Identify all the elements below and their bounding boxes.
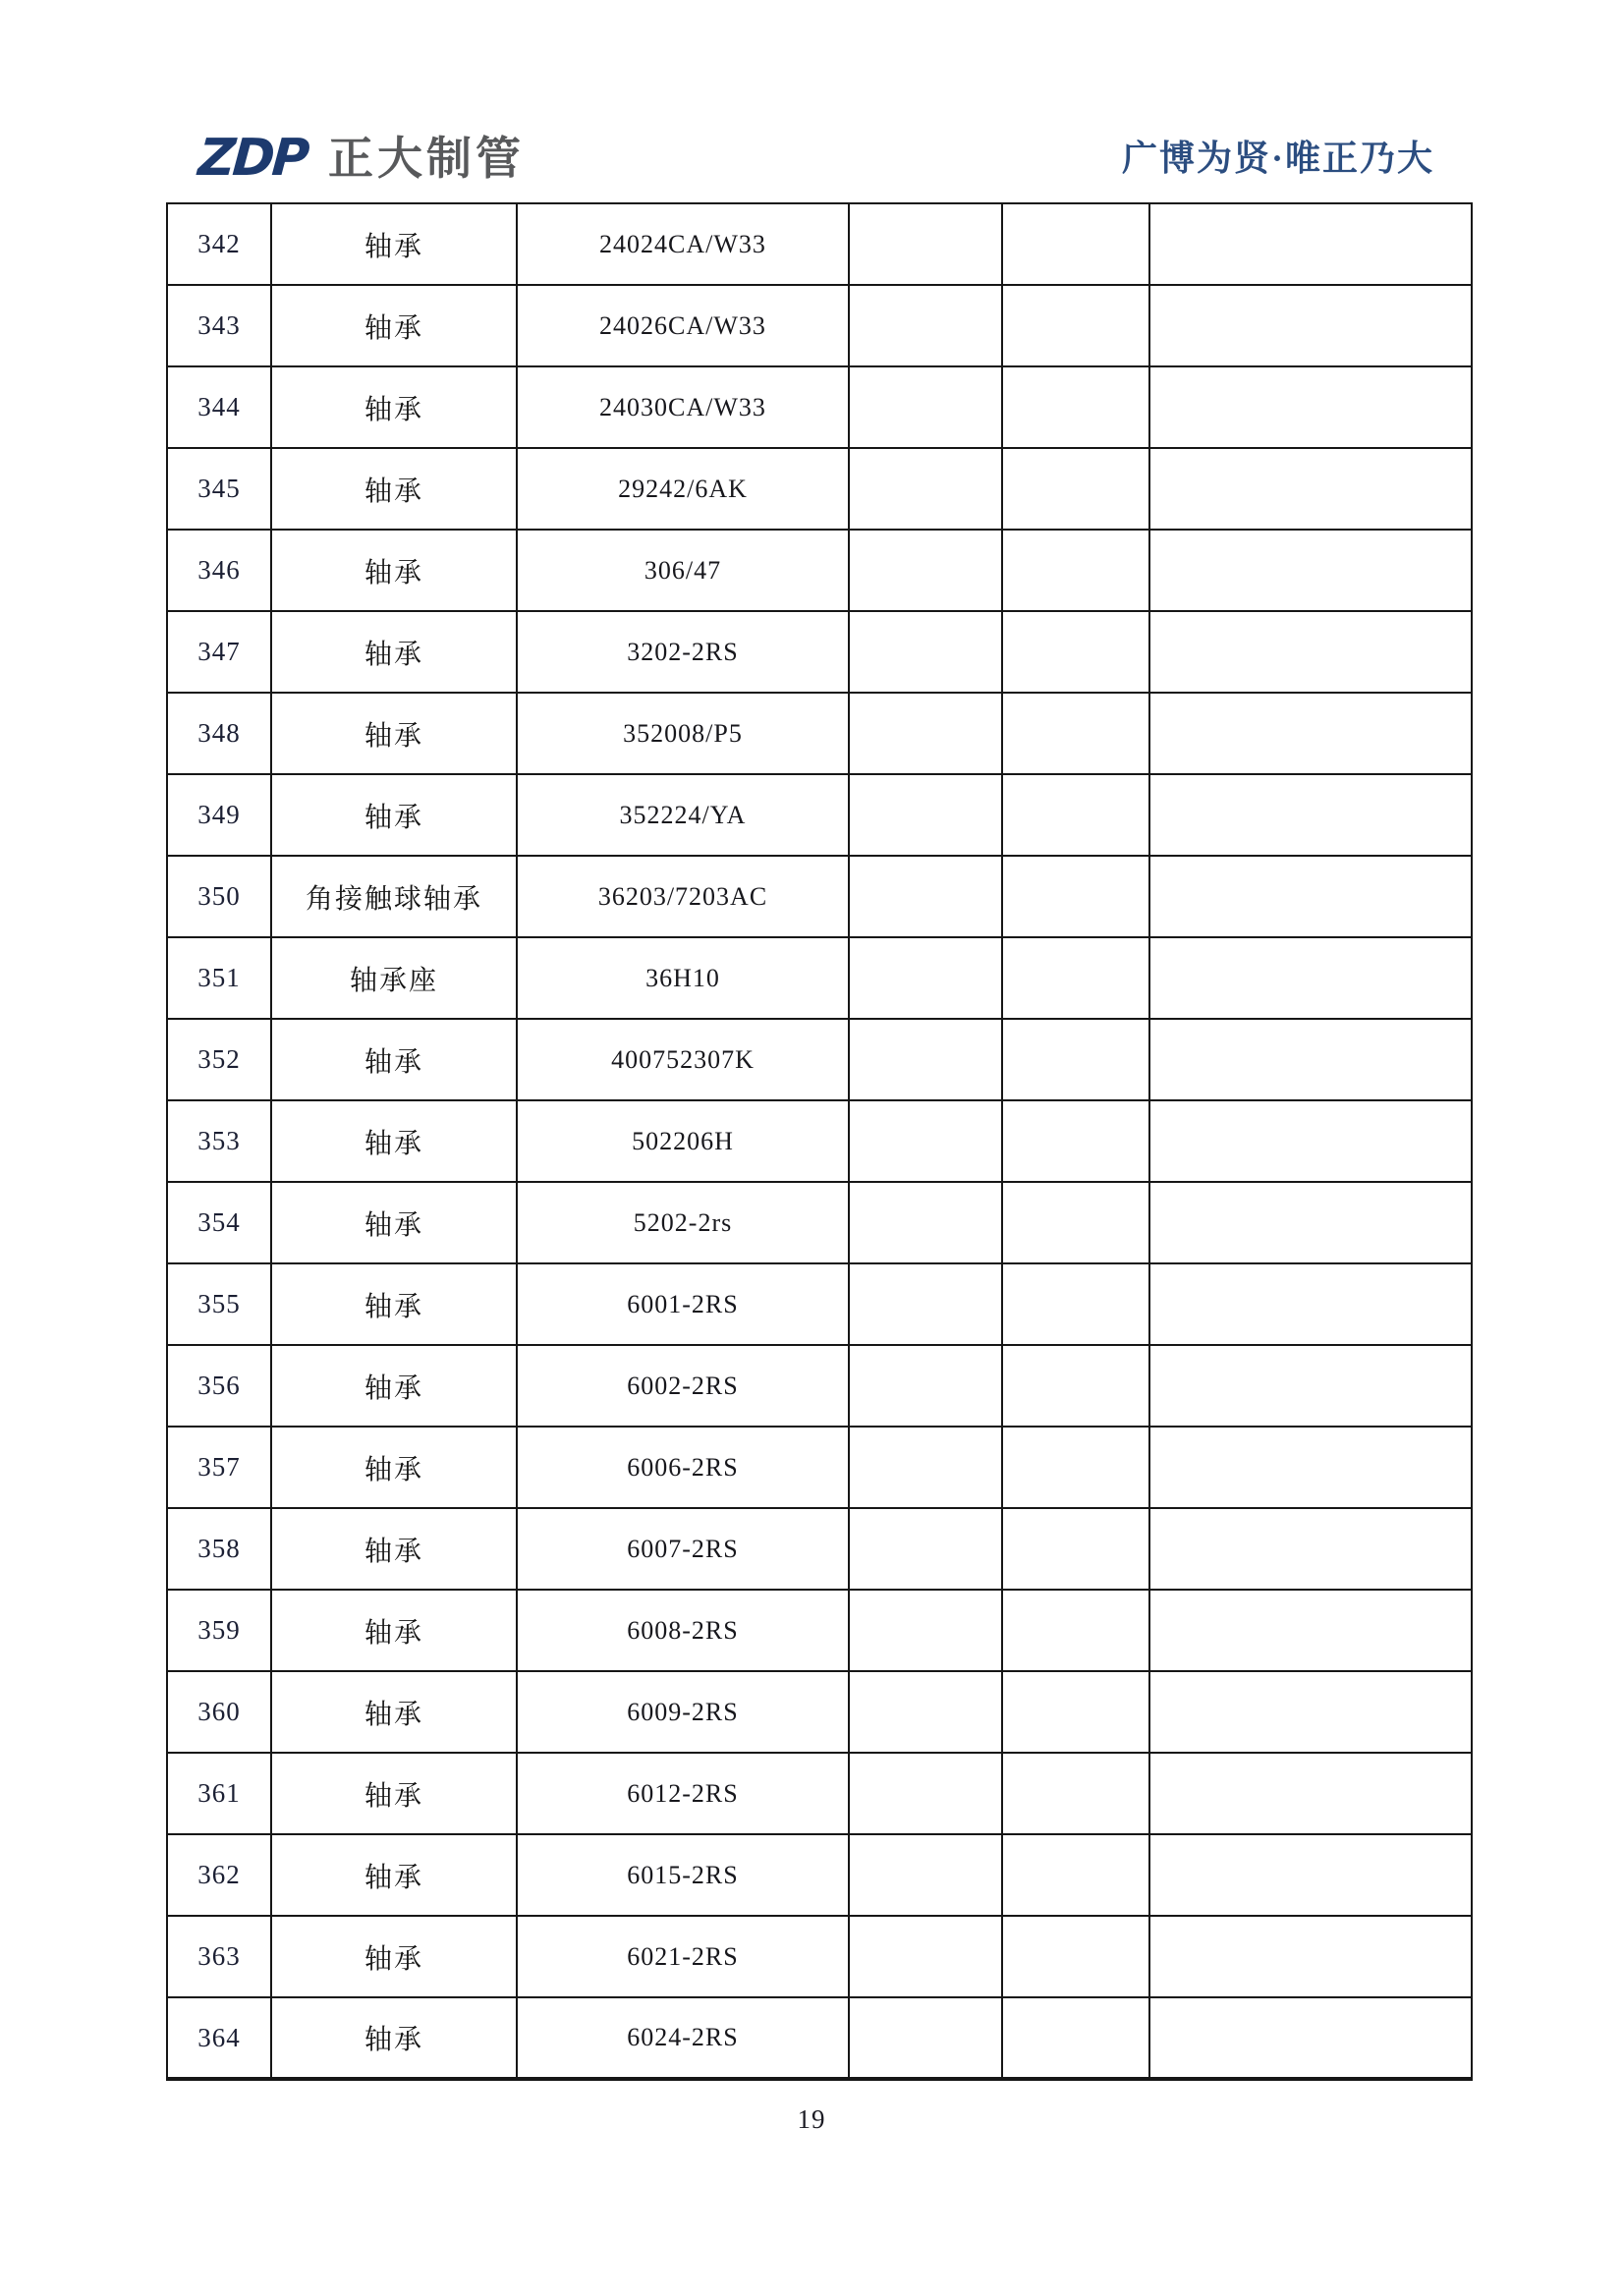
part-model-cell: 6021-2RS <box>517 1916 849 1997</box>
blank-cell-3 <box>1149 448 1472 530</box>
part-model-cell: 400752307K <box>517 1019 849 1100</box>
part-name-cell: 轴承 <box>271 1182 517 1263</box>
blank-cell-1 <box>849 1427 1002 1508</box>
part-name-cell: 轴承 <box>271 1590 517 1671</box>
part-name-cell: 轴承 <box>271 1427 517 1508</box>
blank-cell-3 <box>1149 366 1472 448</box>
blank-cell-1 <box>849 937 1002 1019</box>
blank-cell-1 <box>849 203 1002 285</box>
blank-cell-3 <box>1149 937 1472 1019</box>
row-number-cell: 353 <box>167 1100 271 1182</box>
blank-cell-1 <box>849 1508 1002 1590</box>
blank-cell-3 <box>1149 856 1472 937</box>
row-number-cell: 357 <box>167 1427 271 1508</box>
row-number-cell: 361 <box>167 1753 271 1834</box>
table-row <box>167 1019 1472 1100</box>
row-number-cell: 345 <box>167 448 271 530</box>
row-number-cell: 347 <box>167 611 271 693</box>
blank-cell-2 <box>1002 1263 1149 1345</box>
part-name-cell: 轴承 <box>271 366 517 448</box>
blank-cell-1 <box>849 1100 1002 1182</box>
blank-cell-2 <box>1002 1019 1149 1100</box>
part-model-cell: 6012-2RS <box>517 1753 849 1834</box>
row-number-cell: 342 <box>167 203 271 285</box>
table-row <box>167 366 1472 448</box>
blank-cell-1 <box>849 285 1002 366</box>
table-row <box>167 1508 1472 1590</box>
blank-cell-3 <box>1149 1997 1472 2079</box>
company-logo <box>198 131 525 186</box>
part-name-cell: 轴承 <box>271 1753 517 1834</box>
table-row <box>167 1590 1472 1671</box>
blank-cell-2 <box>1002 448 1149 530</box>
part-model-cell: 3202-2RS <box>517 611 849 693</box>
part-name-cell: 轴承 <box>271 530 517 611</box>
part-model-cell: 29242/6AK <box>517 448 849 530</box>
row-number-cell: 350 <box>167 856 271 937</box>
part-model-cell: 36H10 <box>517 937 849 1019</box>
part-model-cell: 6001-2RS <box>517 1263 849 1345</box>
part-name-cell: 轴承 <box>271 693 517 774</box>
table-row <box>167 285 1472 366</box>
table-row <box>167 1182 1472 1263</box>
page-number: 19 <box>797 2104 826 2134</box>
blank-cell-3 <box>1149 693 1472 774</box>
row-number-cell: 349 <box>167 774 271 856</box>
blank-cell-3 <box>1149 611 1472 693</box>
table-row <box>167 774 1472 856</box>
table-row <box>167 1834 1472 1916</box>
table-row <box>167 1671 1472 1753</box>
logo-company-name: 正大制管 <box>327 132 525 185</box>
table-row <box>167 530 1472 611</box>
part-model-cell: 352008/P5 <box>517 693 849 774</box>
blank-cell-2 <box>1002 1997 1149 2079</box>
row-number-cell: 356 <box>167 1345 271 1427</box>
row-number-cell: 344 <box>167 366 271 448</box>
part-name-cell: 轴承 <box>271 611 517 693</box>
part-model-cell: 6015-2RS <box>517 1834 849 1916</box>
blank-cell-2 <box>1002 1753 1149 1834</box>
row-number-cell: 360 <box>167 1671 271 1753</box>
blank-cell-1 <box>849 366 1002 448</box>
blank-cell-1 <box>849 448 1002 530</box>
part-model-cell: 6007-2RS <box>517 1508 849 1590</box>
table-row <box>167 1100 1472 1182</box>
row-number-cell: 351 <box>167 937 271 1019</box>
blank-cell-2 <box>1002 1345 1149 1427</box>
blank-cell-3 <box>1149 1671 1472 1753</box>
row-number-cell: 355 <box>167 1263 271 1345</box>
blank-cell-2 <box>1002 203 1149 285</box>
part-model-cell: 6009-2RS <box>517 1671 849 1753</box>
blank-cell-2 <box>1002 1508 1149 1590</box>
blank-cell-2 <box>1002 285 1149 366</box>
part-model-cell: 6024-2RS <box>517 1997 849 2079</box>
row-number-cell: 364 <box>167 1997 271 2079</box>
blank-cell-1 <box>849 693 1002 774</box>
blank-cell-3 <box>1149 1019 1472 1100</box>
blank-cell-1 <box>849 1263 1002 1345</box>
table-row <box>167 1345 1472 1427</box>
blank-cell-2 <box>1002 693 1149 774</box>
blank-cell-1 <box>849 1834 1002 1916</box>
part-model-cell: 24024CA/W33 <box>517 203 849 285</box>
row-number-cell: 362 <box>167 1834 271 1916</box>
blank-cell-3 <box>1149 774 1472 856</box>
blank-cell-3 <box>1149 1427 1472 1508</box>
part-model-cell: 36203/7203AC <box>517 856 849 937</box>
part-name-cell: 轴承 <box>271 1997 517 2079</box>
blank-cell-3 <box>1149 1345 1472 1427</box>
table-row <box>167 1916 1472 1997</box>
blank-cell-2 <box>1002 1427 1149 1508</box>
part-name-cell: 轴承 <box>271 774 517 856</box>
table-row <box>167 1427 1472 1508</box>
part-name-cell: 轴承 <box>271 1100 517 1182</box>
blank-cell-3 <box>1149 1753 1472 1834</box>
row-number-cell: 359 <box>167 1590 271 1671</box>
blank-cell-1 <box>849 611 1002 693</box>
blank-cell-2 <box>1002 366 1149 448</box>
part-model-cell: 306/47 <box>517 530 849 611</box>
blank-cell-2 <box>1002 530 1149 611</box>
part-model-cell: 6002-2RS <box>517 1345 849 1427</box>
blank-cell-2 <box>1002 1590 1149 1671</box>
table-row <box>167 1997 1472 2079</box>
table-row <box>167 1753 1472 1834</box>
part-name-cell: 轴承 <box>271 1345 517 1427</box>
table-row <box>167 611 1472 693</box>
row-number-cell: 354 <box>167 1182 271 1263</box>
blank-cell-2 <box>1002 611 1149 693</box>
blank-cell-3 <box>1149 1263 1472 1345</box>
part-name-cell: 角接触球轴承 <box>271 856 517 937</box>
parts-table-body <box>167 203 1472 2079</box>
blank-cell-1 <box>849 856 1002 937</box>
part-name-cell: 轴承 <box>271 1263 517 1345</box>
blank-cell-3 <box>1149 1508 1472 1590</box>
table-row <box>167 203 1472 285</box>
part-model-cell: 6008-2RS <box>517 1590 849 1671</box>
table-row <box>167 693 1472 774</box>
row-number-cell: 363 <box>167 1916 271 1997</box>
part-name-cell: 轴承 <box>271 285 517 366</box>
blank-cell-2 <box>1002 1100 1149 1182</box>
blank-cell-1 <box>849 1182 1002 1263</box>
part-name-cell: 轴承 <box>271 1508 517 1590</box>
blank-cell-1 <box>849 1590 1002 1671</box>
table-row <box>167 448 1472 530</box>
table-row <box>167 856 1472 937</box>
blank-cell-1 <box>849 1997 1002 2079</box>
blank-cell-2 <box>1002 937 1149 1019</box>
part-name-cell: 轴承 <box>271 1834 517 1916</box>
part-model-cell: 6006-2RS <box>517 1427 849 1508</box>
row-number-cell: 346 <box>167 530 271 611</box>
blank-cell-2 <box>1002 1834 1149 1916</box>
part-name-cell: 轴承 <box>271 1916 517 1997</box>
row-number-cell: 343 <box>167 285 271 366</box>
logo-zdp-text: ZDP <box>196 129 309 188</box>
blank-cell-1 <box>849 1916 1002 1997</box>
blank-cell-2 <box>1002 1671 1149 1753</box>
part-model-cell: 352224/YA <box>517 774 849 856</box>
blank-cell-1 <box>849 1345 1002 1427</box>
row-number-cell: 358 <box>167 1508 271 1590</box>
row-number-cell: 352 <box>167 1019 271 1100</box>
parts-table <box>166 202 1473 2081</box>
blank-cell-2 <box>1002 1182 1149 1263</box>
blank-cell-3 <box>1149 1916 1472 1997</box>
blank-cell-3 <box>1149 203 1472 285</box>
blank-cell-3 <box>1149 1590 1472 1671</box>
blank-cell-3 <box>1149 285 1472 366</box>
part-name-cell: 轴承 <box>271 448 517 530</box>
part-name-cell: 轴承 <box>271 1671 517 1753</box>
part-model-cell: 5202-2rs <box>517 1182 849 1263</box>
blank-cell-1 <box>849 1019 1002 1100</box>
part-model-cell: 24030CA/W33 <box>517 366 849 448</box>
blank-cell-1 <box>849 1671 1002 1753</box>
blank-cell-3 <box>1149 1834 1472 1916</box>
blank-cell-1 <box>849 774 1002 856</box>
company-slogan: 广博为贤·唯正乃大 <box>1121 139 1434 178</box>
blank-cell-3 <box>1149 530 1472 611</box>
blank-cell-3 <box>1149 1100 1472 1182</box>
table-row <box>167 1263 1472 1345</box>
blank-cell-2 <box>1002 774 1149 856</box>
blank-cell-1 <box>849 530 1002 611</box>
blank-cell-2 <box>1002 856 1149 937</box>
blank-cell-2 <box>1002 1916 1149 1997</box>
row-number-cell: 348 <box>167 693 271 774</box>
part-model-cell: 502206H <box>517 1100 849 1182</box>
part-name-cell: 轴承 <box>271 1019 517 1100</box>
part-name-cell: 轴承座 <box>271 937 517 1019</box>
part-name-cell: 轴承 <box>271 203 517 285</box>
part-model-cell: 24026CA/W33 <box>517 285 849 366</box>
blank-cell-3 <box>1149 1182 1472 1263</box>
blank-cell-1 <box>849 1753 1002 1834</box>
table-row <box>167 937 1472 1019</box>
